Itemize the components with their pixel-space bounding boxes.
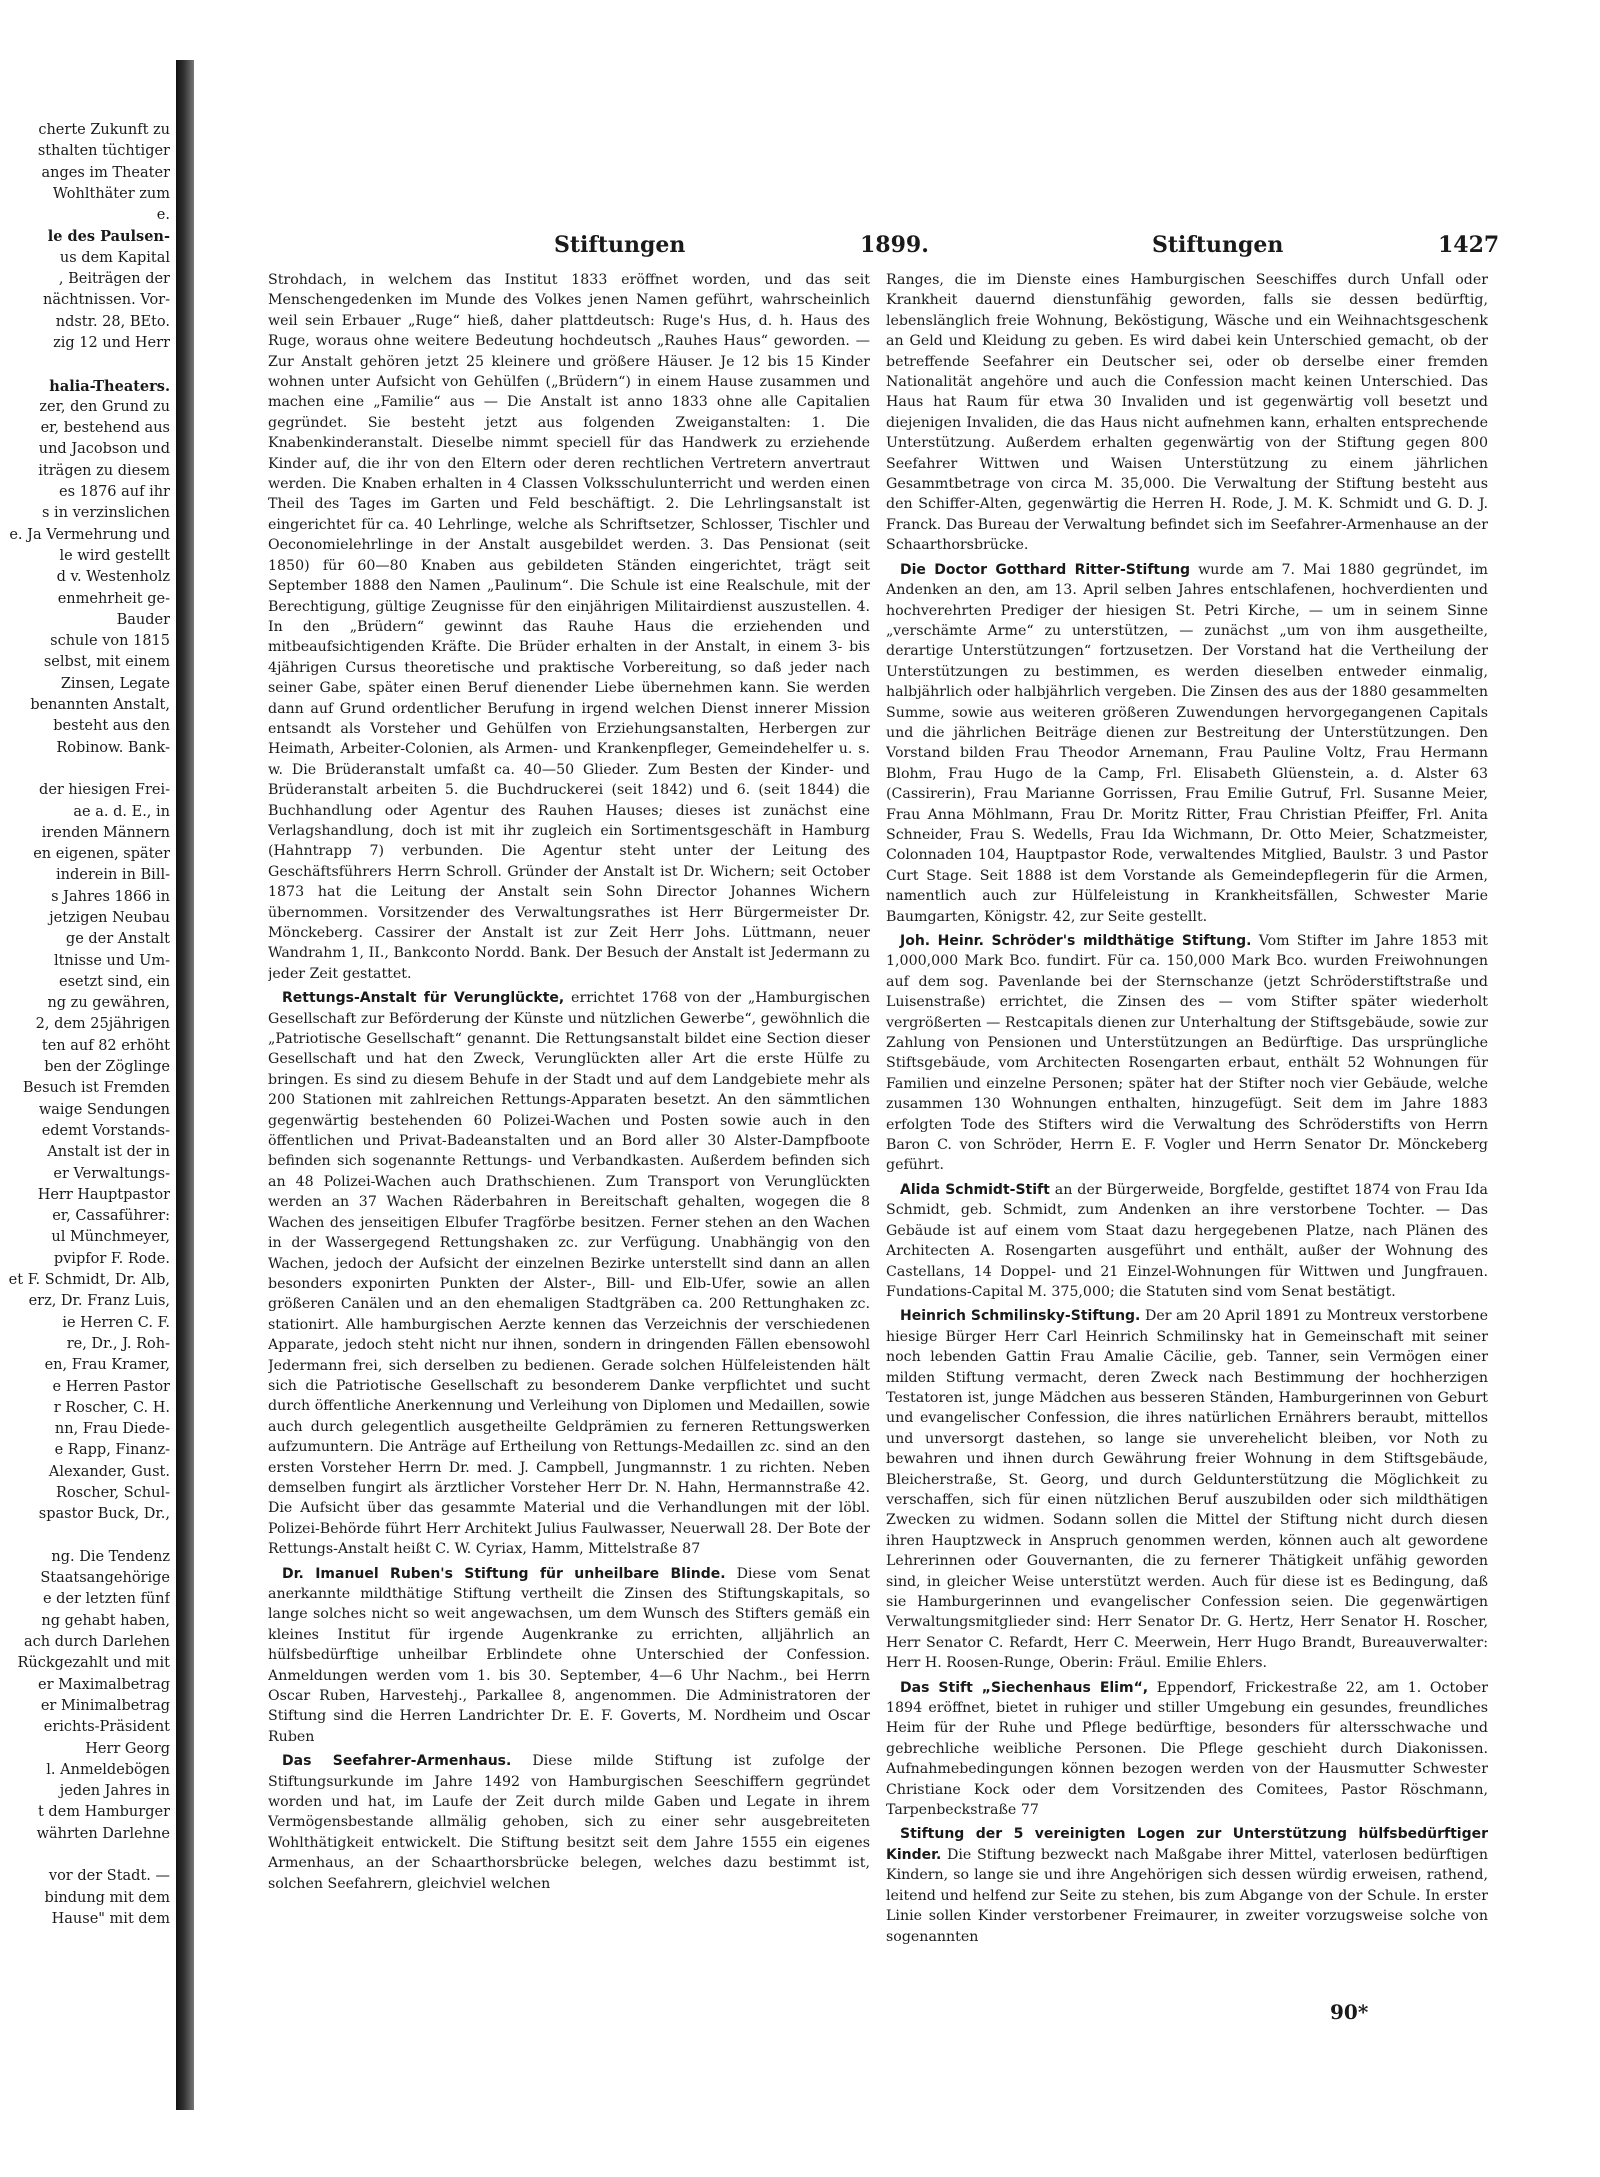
stiftung-entry — [886, 1306, 1488, 1673]
left-page-fragment — [0, 120, 170, 2100]
entry-heading: Das Seefahrer-Armenhaus. — [282, 1753, 512, 1770]
left-page-line: benannten Anstalt, — [30, 697, 170, 714]
left-page-line: spastor Buck, Dr., — [38, 1506, 170, 1523]
left-page-line: d v. Westenholz — [56, 569, 170, 586]
left-page-line — [0, 1526, 170, 1547]
entry-text: Diese vom Senat anerkannte mildthätige Stiftung vertheilt die Zinsen des Stiftungskapitals, so lange solches nicht so weit angewachsen, um dem Wunsch des Stifters gemäß ein kleines Institut für irgende Augenkranke zu errichten, alljährlich an hülfsbedürftige unheilbar Erblindete ohne Unterschied der Confession. Anmeldungen werden vom 1. bis 30. September, 4—6 Uhr Nachm., bei Herrn Oscar Ruben, Harvestehj., Parkallee 8, angenommen. Die Administratoren der Stiftung sind die Herren Landrichter Dr. E. F. Goverts, M. Nordheim und Oscar Ruben — [268, 1565, 870, 1745]
entry-text: Die Stiftung bezweckt nach Maßgabe ihrer Mittel, vaterlosen bedürftigen Kindern, so lange sie und ihre Angehörigen sich dessen würdig erweisen, rathend, leitend und helfend zur Seite zu stehen, bis zum Abgange von der Schule. In erster Linie sollen Kinder verstorbener Freimaurer, in zweiter vorzugsweise solche von sogenannten — [886, 1846, 1488, 1945]
left-page-line: Robinow. Bank- — [56, 739, 170, 756]
left-page-line: er, Cassaführer: — [52, 1208, 170, 1225]
stiftung-entry — [268, 1564, 870, 1748]
left-page-line: e Herren Pastor — [52, 1378, 170, 1395]
book-spine — [176, 60, 194, 2110]
left-page-line: Alexander, Gust. — [48, 1463, 170, 1480]
left-page-line: pvipfor F. Rode. — [53, 1250, 170, 1267]
left-page-line: halia-Theaters. — [49, 377, 170, 395]
entry-heading: Alida Schmidt-Stift — [900, 1181, 1050, 1198]
left-page-line: nächtnissen. Vor- — [43, 292, 170, 309]
left-page-line: er Maximalbetrag — [37, 1676, 170, 1693]
left-page-line: e. Ja Vermehrung und — [9, 526, 170, 543]
stiftung-entry — [886, 1824, 1488, 1946]
right-page — [200, 160, 1540, 2120]
left-page-line: e der letzten fünf — [42, 1591, 170, 1608]
entry-heading: Dr. Imanuel Ruben's Stiftung für unheilbare Blinde. — [282, 1565, 726, 1582]
left-page-line: Herr Georg — [85, 1740, 170, 1757]
left-page-line: esetzt sind, ein — [59, 973, 170, 990]
left-page-line: Herr Hauptpastor — [37, 1186, 170, 1203]
left-page-line — [0, 1845, 170, 1866]
left-page-line: iträgen zu diesem — [38, 462, 170, 479]
left-page-line: ng gehabt haben, — [41, 1612, 170, 1629]
left-page-line: re, Dr., J. Roh- — [66, 1335, 170, 1352]
left-page-line: ach durch Darlehen — [23, 1634, 170, 1651]
left-page-line: währten Darlehne — [36, 1825, 170, 1842]
running-head-year: 1899. — [860, 232, 929, 258]
left-page-line: anges im Theater — [41, 164, 170, 181]
left-page-line: sthalten tüchtiger — [37, 143, 170, 160]
left-page-line: und Jacobson und — [38, 441, 170, 458]
text-column-2 — [886, 270, 1488, 2100]
left-page-line: l. Anmeldebögen — [46, 1761, 170, 1778]
left-page-line: , Beiträgen der — [58, 271, 170, 288]
left-page-line: Anstalt ist der in — [47, 1144, 170, 1161]
left-page-line: cherte Zukunft zu — [38, 122, 170, 138]
entry-text: an der Bürgerweide, Borgfelde, gestiftet 1874 von Frau Ida Schmidt, geb. Schmidt, zum Andenken an ihre verstorbene Tochter. — Das Gebäude ist auf einem vom Staat dazu hergegebenen Platze, nach Plänen des Architecten A. Rosengarten ausgeführt und enthält, außer der Wohnung des Castellans, 14 Doppel- und 21 Einzel-Wohnungen für Wittwen und Jungfrauen. Fundations-Capital M. 375,000; die Statuten sind vom Senat bestätigt. — [886, 1181, 1488, 1300]
left-page-line: et F. Schmidt, Dr. Alb, — [8, 1272, 170, 1289]
entry-text: errichtet 1768 von der „Hamburgischen Gesellschaft zur Beförderung der Künste und nützlichen Gewerbe“, gewöhnlich die „Patriotische Gesellschaft“ genannt. Die Rettungsanstalt bildet eine Section dieser Gesellschaft und hat den Zweck, Verunglückten aller Art die erste Hülfe zu bringen. Es sind zu diesem Behufe in der Stadt und auf dem Landgebiete mehr als 200 Stationen mit zahlreichen Rettungs-Apparaten besetzt. An den sämmtlichen gegenwärtig bestehenden 60 Polizei-Wachen und Posten sowie auch in den öffentlichen und Privat-Badeanstalten und an Bord aller 30 Alster-Dampfboote befinden sich sogenannte Rettungs- und Verbandkasten. Außerdem befinden sich an 48 Polizei-Wachen auch Drathschienen. Zum Transport von Verunglückten werden an 37 Wachen Räderbahren in Bereitschaft gehalten, wogegen die 8 Wachen des jenseitigen Elbufer Tragförbe besitzen. Ferner stehen an den Wachen in der Wassergegend Rettungshaken zc. zur Verfügung. Unabhängig von den Wachen, jedoch der Aufsicht der einzelnen Bezirke unterstellt sind dann an allen besonders exponirten Punkten der Alster-, Bill- und Elb-Ufer, sowie an allen größeren Canälen und an den ehemaligen Stadtgräben ca. 200 Rettunghaken zc. stationirt. Alle hamburgischen Aerzte kennen das Verzeichnis der verschiedenen Apparate, jedoch steht nicht nur ihnen, sondern in dringenden Fällen ebensowohl Jedermann frei, sich derselben zu bedienen. Gerade solchen Hülfeleistenden hält sich die Patriotische Gesellschaft zu besonderem Danke verpflichtet und sucht durch öffentliche Anerkennung und Verleihung von Diplomen und Medaillen, sowie auch durch gelegentlich ausgetheilte Geldprämien zu ferneren Rettungswerken aufzumuntern. Die Anträge auf Ertheilung von Rettungs-Medaillen zc. sind an den ersten Vorsteher Herrn Dr. med. J. Campbell, Jungmannstr. 1 zu richten. Neben demselben fungirt als ärztlicher Vorsteher Herr Dr. N. Hahn, Hermannstraße 42. Die Aufsicht über das gesammte Material und die Verhandlungen mit der löbl. Polizei-Behörde führt Herr Architekt Julius Faulwasser, Neuerwall 28. Der Bote der Rettungs-Anstalt heißt C. W. Cyriax, Hamm, Mittelstraße 87 — [268, 990, 870, 1558]
left-page-line: Hause" mit dem — [51, 1910, 170, 1927]
left-page-line: le des Paulsen- — [47, 228, 170, 246]
left-page-line — [0, 759, 170, 780]
left-page-line: er Verwaltungs- — [53, 1165, 170, 1182]
left-page-line: inderein in Bill- — [56, 867, 170, 884]
left-page-line: le wird gestellt — [59, 547, 170, 564]
left-page-line: besteht aus den — [53, 718, 170, 735]
entry-heading: Die Doctor Gotthard Ritter-Stiftung — [900, 561, 1191, 578]
left-page-line — [0, 354, 170, 375]
stiftung-entry — [886, 270, 1488, 556]
entry-heading: Das Stift „Siechenhaus Elim“, — [900, 1679, 1149, 1696]
left-page-line: e Rapp, Finanz- — [54, 1442, 170, 1459]
left-page-line: Rückgezahlt und mit — [17, 1655, 170, 1672]
left-page-line: selbst, mit einem — [43, 654, 170, 671]
stiftung-entry — [886, 1180, 1488, 1302]
left-page-line: us dem Kapital — [59, 249, 170, 266]
stiftung-entry — [886, 931, 1488, 1176]
left-page-line: er, bestehend aus — [40, 420, 170, 437]
left-page-line: s Jahres 1866 in — [51, 888, 170, 905]
left-page-line: en, Frau Kramer, — [44, 1357, 170, 1374]
left-page-line: r Roscher, C. H. — [53, 1399, 170, 1416]
entry-text: Strohdach, in welchem das Institut 1833 eröffnet worden, und das seit Menschengedenken im Munde des Volkes jenen Namen geführt, wahrscheinlich weil sein Erbauer „Ruge“ hieß, daher plattdeutsch: Ruge's Hus, d. h. Haus des Ruge, woraus ohne weitere Bedeutung hochdeutsch „Rauhes Haus“ geworden. — Zur Anstalt gehören jetzt 25 kleinere und größere Häuser. Je 12 bis 15 Kinder wohnen unter Aufsicht von Gehülfen („Brüdern“) in einem Hause zusammen und machen eine „Familie“ aus — Die Anstalt ist anno 1833 ohne alle Capitalien gegründet. Sie besteht jetzt aus folgenden Zweiganstalten: 1. Die Knabenkinderanstalt. Dieselbe nimmt speciell für das Handwerk zu erziehende Kinder auf, die ihr von den Eltern oder deren rechtlichen Vertretern anvertraut werden. Die Knaben erhalten in 4 Classen Volksschulunterricht und werden einen Theil des Tages im Garten und Feld beschäftigt. 2. Die Lehrlingsanstalt ist eingerichtet für ca. 40 Lehrlinge, welche als Schriftsetzer, Schlosser, Tischler und Oeconomielehrlinge in der Anstalt ausgebildet werden. 3. Das Pensionat (seit 1850) für 60—80 Knaben aus gebildeten Ständen eingerichtet, trägt seit September 1888 den Namen „Paulinum“. Die Schule ist eine Realschule, mit der Berechtigung, gültige Zeugnisse für den einjährigen Militairdienst auszustellen. 4. In den „Brüdern“ gewinnt das Rauhe Haus die erziehenden und mitbeaufsichtigenden Kräfte. Die Brüder erhalten in der Anstalt, in einem 3- bis 4jährigen Cursus theoretische und praktische Vorbereitung, so daß jeder nach seiner Gabe, später einen Beruf dienender Liebe übernehmen kann. Sie werden dann auf Grund ordentlicher Berufung in irgend welchen Dienst innerer Mission entsandt als Vorsteher und Gehülfen von Erziehungsanstalten, Herbergen zur Heimath, Arbeiter-Colonien, als Armen- und Krankenpfleger, Gemeindehelfer u. s. w. Die Brüderanstalt umfaßt ca. 40—50 Glieder. Zum Besten der Kinder- und Brüderanstalt arbeiten 5. die Buchdruckerei (seit 1842) und 6. (seit 1844) die Buchhandlung oder Agentur des Rauhen Hauses; dieses ist zunächst eine Verlagshandlung, doch ist mit ihr zugleich ein Sortimentsgeschäft in Hamburg (Hahntrapp 7) verbunden. Die Agentur steht unter der Leitung des Geschäftsführers Herrn Schroll. Gründer der Anstalt ist Dr. Wichern; seit October 1873 hat die Leitung der Anstalt sein Sohn Director Johannes Wichern übernommen. Vorsitzender des Verwaltungsrathes ist Herr Bürgermeister Dr. Mönckeberg. Cassirer der Anstalt ist zur Zeit Herr Johs. Lüttmann, neuer Wandrahm 1, II., Bankconto Nordd. Bank. Der Besuch der Anstalt ist Jedermann zu jeder Zeit gestattet. — [268, 272, 870, 982]
left-page-line: ae a. d. E., in — [73, 803, 170, 820]
entry-heading: Stiftung der 5 vereinigten Logen zur Unterstützung hülfsbedürftiger Kinder. — [886, 1826, 1488, 1863]
entry-text: wurde am 7. Mai 1880 gegründet, im Andenken an den, am 13. April selben Jahres entschlafenen, hochverdienten und hochverehrten Prediger der hiesigen St. Petri Kirche, — um in seinem Sinne „verschämte Arme“ zu unterstützen, — zunächst „um von ihm ausgetheilte, derartige Unterstützungen“ fortzusetzen. Der Vorstand hat die Vertheilung der Unterstützungen zu bestimmen, es werden dieselben entweder einmalig, halbjährlich oder halbjährlich vergeben. Die Zinsen des aus der 1880 gesammelten Summe, sowie aus weiteren größeren Zuwendungen hervorgegangenen Capitals und die jährlichen Beiträge dienen zur Bestreitung der Unterstützungen. Den Vorstand bilden Frau Theodor Arnemann, Frau Pauline Voltz, Frau Hermann Blohm, Frau Hugo de la Camp, Frl. Elisabeth Glüenstein, a. d. Alster 63 (Cassirerin), Frau Marianne Gorrissen, Frau Emilie Gutruf, Frl. Susanne Meier, Frau Anna Möhlmann, Frau Dr. Moritz Ritter, Frau Christian Pfeiffer, Frl. Anita Schneider, Frau S. Wedells, Frau Ida Wichmann, Dr. Otto Meier, Schatzmeister, Colonnaden 104, Hauptpastor Rode, verwaltendes Mitglied, Baulstr. 3 und Pastor Curt Stage. Seit 1888 ist dem Vorstande als Gemeindepflegerin für die Armen, namentlich auch zur Hülfeleistung in Krankheitsfällen, Schwester Marie Baumgarten, Königstr. 42, zur Seite gestellt. — [886, 561, 1488, 925]
left-page-line: ge der Anstalt — [65, 931, 170, 948]
left-page-line: zig 12 und Herr — [53, 334, 170, 351]
left-page-line: s in verzinslichen — [41, 505, 170, 522]
entry-text: Vom Stifter im Jahre 1853 mit 1,000,000 Mark Bco. fundirt. Für ca. 150,000 Mark Bco. wurden Freiwohnungen auf dem sog. Pavenlande bei der Sternschanze (jetzt Schröderstiftstraße und Luisenstraße) errichtet, die Zinsen des — vom Stifter später wiederholt vergrößerten — Restcapitals dienen zur Unterhaltung der Stiftsgebäude, sowie zur Zahlung von Pensionen und Unterstützungen an Bedürftige. Das ursprüngliche Stiftsgebäude, vom Architecten Rosengarten erbaut, enthält 52 Wohnungen für Familien und einzelne Personen; später hat der Stifter noch vier Gebäude, welche zusammen 130 Wohnungen enthalten, hinzugefügt. Seit dem im Jahre 1883 erfolgten Tode des Stifters wird die Verwaltung des Schröderstifts von Herrn Baron C. von Schröder, Herrn E. F. Vogler und Herrn Senator Dr. Mönckeberg geführt. — [886, 933, 1488, 1174]
left-page-line: irenden Männern — [41, 824, 170, 841]
left-page-line: ul Münchmeyer, — [51, 1229, 170, 1246]
entry-text: Eppendorf, Frickestraße 22, am 1. October 1894 eröffnet, bietet in ruhiger und stiller Umgebung ein gesundes, freundliches Heim für der Ruhe und Pflege bedürftige, besonders für altersschwache und gebrechliche weibliche Personen. Die Pflege geschieht durch Diakonissen. Aufnahmebedingungen können bezogen werden von der Hausmutter Schwester Christiane Kock oder dem Vorsitzenden des Comitees, Pastor Röschmann, Tarpenbeckstraße 77 — [886, 1679, 1488, 1819]
left-page-line: edemt Vorstands- — [41, 1122, 170, 1139]
left-page-line: ng zu gewähren, — [47, 995, 170, 1012]
stiftung-entry — [886, 560, 1488, 927]
left-page-line: t dem Hamburger — [37, 1804, 170, 1821]
left-page-line: vor der Stadt. — — [48, 1868, 170, 1885]
left-page-line: erichts-Präsident — [43, 1719, 170, 1736]
stiftung-entry — [886, 1678, 1488, 1821]
entry-text: Ranges, die im Dienste eines Hamburgischen Seeschiffes durch Unfall oder Krankheit dauernd dienstunfähig geworden, falls sie dessen bedürftig, lebenslänglich freie Wohnung, Beköstigung, Wäsche und ein Weihnachtsgeschenk an Geld und Kleidung zu geben. Es wird dabei kein Unterschied gemacht, ob der betreffende Seefahrer ein Deutscher sei, oder ob derselbe einer fremden Nationalität angehöre und auch die Confession macht keinen Unterschied. Das Haus hat Raum für etwa 30 Invaliden und ist gegenwärtig voll besetzt und diejenigen Invaliden, die das Haus nicht aufnehmen kann, erhalten entsprechende Unterstützung. Außerdem erhalten gegenwärtig von der Stiftung gegen 800 Seefahrer Wittwen und Waisen Unterstützung zu einem jährlichen Gesammtbetrage von circa M. 35,000. Die Verwaltung der Stiftung besteht aus den Schiffer-Alten, gegenwärtig die Herren H. Rode, J. M. K. Schmidt und G. D. J. Franck. Das Bureau der Verwaltung befindet sich im Seefahrer-Armenhause an der Schaarthorsbrücke. — [886, 272, 1488, 554]
left-page-line: Besuch ist Fremden — [22, 1080, 170, 1097]
left-page-line: Roscher, Schul- — [56, 1485, 170, 1501]
entry-heading: Heinrich Schmilinsky-Stiftung. — [900, 1308, 1141, 1325]
left-page-line: der hiesigen Frei- — [39, 782, 170, 799]
left-page-line: bindung mit dem — [44, 1889, 170, 1906]
left-page-line: ten auf 82 erhöht — [41, 1037, 170, 1054]
left-page-line: en eigenen, später — [33, 846, 170, 863]
left-page-line: erz, Dr. Franz Luis, — [28, 1293, 170, 1310]
left-page-line: jetzigen Neubau — [49, 909, 170, 926]
left-page-line: 2, dem 25jährigen — [35, 1016, 170, 1033]
text-column-1 — [268, 270, 870, 2100]
stiftung-entry — [268, 988, 870, 1559]
left-page-line: es 1876 auf ihr — [58, 484, 170, 501]
left-page-line: enmehrheit ge- — [57, 590, 170, 607]
left-page-line: waige Sendungen — [38, 1101, 170, 1118]
left-page-line: ben der Zöglinge — [44, 1059, 170, 1076]
left-page-line: jeden Jahres in — [59, 1783, 170, 1800]
entry-heading: Rettungs-Anstalt für Verunglückte, — [282, 990, 565, 1007]
stiftung-entry — [268, 1751, 870, 1894]
left-page-line: ie Herren C. F. — [62, 1314, 170, 1331]
page-number: 1427 — [1438, 232, 1500, 258]
left-page-line: ltnisse und Um- — [54, 952, 170, 969]
left-page-line: er Minimalbetrag — [40, 1697, 170, 1714]
left-page-line: Wohlthäter zum — [52, 185, 170, 202]
left-page-line: Zinsen, Legate — [60, 675, 170, 692]
left-page-line: Staatsangehörige — [40, 1570, 170, 1587]
left-page-line: nn, Frau Diede- — [54, 1421, 170, 1438]
running-head-left: Stiftungen — [554, 232, 686, 258]
stiftung-entry — [268, 270, 870, 984]
running-head-right: Stiftungen — [1152, 232, 1284, 258]
entry-text: Diese milde Stiftung ist zufolge der Stiftungsurkunde im Jahre 1492 von Hamburgischen Seeschiffern gegründet worden und hat, im Laufe der Zeit durch milde Gaben und Legate in ihrem Vermögensbestande allmälig gehoben, sich zu einer sehr ausgebreiteten Wohlthätigkeit entwickelt. Die Stiftung besitzt seit dem Jahre 1555 ein eigenes Armenhaus, an der Schaarthorsbrücke belegen, welches dazu bestimmt ist, solchen Seefahrern, gleichviel welchen — [268, 1753, 870, 1892]
entry-text: Der am 20 April 1891 zu Montreux verstorbene hiesige Bürger Herr Carl Heinrich Schmilinsky hat in Gemeinschaft mit seiner noch lebenden Gattin Frau Amalie Cäcilie, geb. Tanner, sein Vermögen einer milden Stiftung vermacht, deren Zweck nach Bestimmung der hochherzigen Testatoren ist, junge Mädchen aus besseren Ständen, Hamburgerinnen von Geburt und evangelischer Confession, die ihres natürlichen Ernährers beraubt, mittellos und unversorgt dastehen, so lange sie unverehelicht bleiben, vor Noth zu bewahren und ihnen durch Gewährung freier Wohnung in dem Stiftsgebäude, Bleicherstraße, St. Georg, und durch Geldunterstützung die Möglichkeit zu verschaffen, sich für einen nützlichen Beruf auszubilden oder sich mildthätigen Zwecken zu widmen. Sodann sollen die Mittel der Stiftung nicht durch diesen ihren Hauptzweck in Anspruch genommen werden, können auch alt gewordene Lehrerinnen oder Gouvernanten, die zu fernerer Thätigkeit unfähig geworden sind, in gleicher Weise unterstützt werden. Auch für diese ist es Bedingung, daß sie Hamburgerinnen und evangelischer Confession seien. Die gegenwärtigen Verwaltungsmitglieder sind: Herr Senator Dr. G. Hertz, Herr Senator H. Roscher, Herr Senator C. Refardt, Herr C. Meerwein, Herr Hugo Brandt, Bureauverwalter: Herr H. Roosen-Runge, Oberin: Fräul. Emilie Ehlers. — [886, 1308, 1488, 1672]
left-page-line: e. — [156, 207, 170, 224]
left-page-line: zer, den Grund zu — [39, 398, 170, 415]
left-page-line: Bauder — [116, 611, 170, 628]
left-page-line: schule von 1815 — [50, 633, 170, 650]
left-page-line: ng. Die Tendenz — [51, 1548, 170, 1565]
entry-heading: Joh. Heinr. Schröder's mildthätige Stiftung. — [900, 933, 1252, 949]
signature-mark: 90* — [1330, 2000, 1369, 2024]
left-page-line: ndstr. 28, BEto. — [55, 313, 170, 330]
